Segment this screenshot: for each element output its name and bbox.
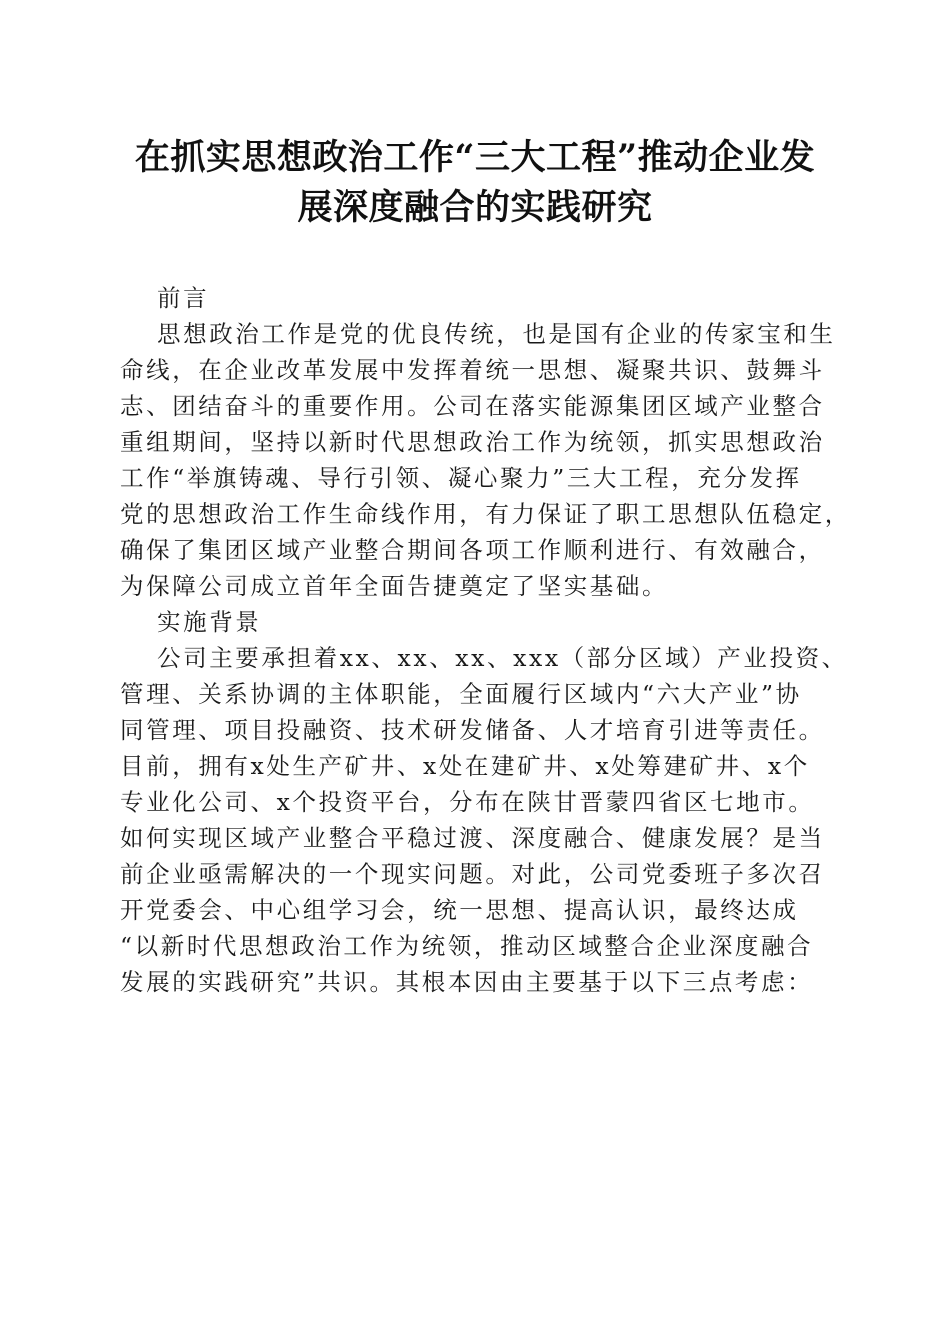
document-body xyxy=(120,280,851,1000)
paragraph-line: 重组期间，坚持以新时代思想政治工作为统领，抓实思想政治 xyxy=(120,428,825,456)
paragraph-line: 工作“举旗铸魂、导行引领、凝心聚力”三大工程，充分发挥 xyxy=(120,464,802,492)
paragraph-line: 党的思想政治工作生命线作用，有力保证了职工思想队伍稳定， xyxy=(120,500,851,528)
section-heading-background: 实施背景 xyxy=(157,608,262,636)
paragraph-line: 思想政治工作是党的优良传统，也是国有企业的传家宝和生 xyxy=(157,320,836,348)
paragraph-line: 命线，在企业改革发展中发挥着统一思想、凝聚共识、鼓舞斗 xyxy=(120,356,825,384)
paragraph-line: “以新时代思想政治工作为统领，推动区域整合企业深度融合 xyxy=(120,932,814,960)
paragraph-line: 确保了集团区域产业整合期间各项工作顺利进行、有效融合， xyxy=(120,536,825,564)
title-line-2: 展深度融合的实践研究 xyxy=(297,187,653,228)
title-line-1: 在抓实思想政治工作“三大工程”推动企业发 xyxy=(134,137,816,178)
paragraph-line: 专业化公司、x个投资平台，分布在陕甘晋蒙四省区七地市。 xyxy=(120,788,815,816)
paragraph-line: 如何实现区域产业整合平稳过渡、深度融合、健康发展？是当 xyxy=(120,824,825,852)
paragraph-line: 管理、关系协调的主体职能，全面履行区域内“六大产业”协 xyxy=(120,680,802,708)
paragraph-line: 公司主要承担着xx、xx、xx、xxx（部分区域）产业投资、 xyxy=(157,644,848,672)
paragraph-line: 为保障公司成立首年全面告捷奠定了坚实基础。 xyxy=(120,572,669,600)
paragraph-line: 志、团结奋斗的重要作用。公司在落实能源集团区域产业整合 xyxy=(120,392,825,420)
paragraph-line: 同管理、项目投融资、技术研发储备、人才培育引进等责任。 xyxy=(120,716,825,744)
document-title xyxy=(110,133,840,233)
paragraph-line: 目前，拥有x处生产矿井、x处在建矿井、x处筹建矿井、x个 xyxy=(120,752,810,780)
section-heading-preface: 前言 xyxy=(157,284,210,312)
paragraph-line: 开党委会、中心组学习会，统一思想、提高认识，最终达成 xyxy=(120,896,799,924)
paragraph-line: 发展的实践研究”共识。其根本因由主要基于以下三点考虑： xyxy=(120,968,814,996)
paragraph-line: 前企业亟需解决的一个现实问题。对此，公司党委班子多次召 xyxy=(120,860,825,888)
